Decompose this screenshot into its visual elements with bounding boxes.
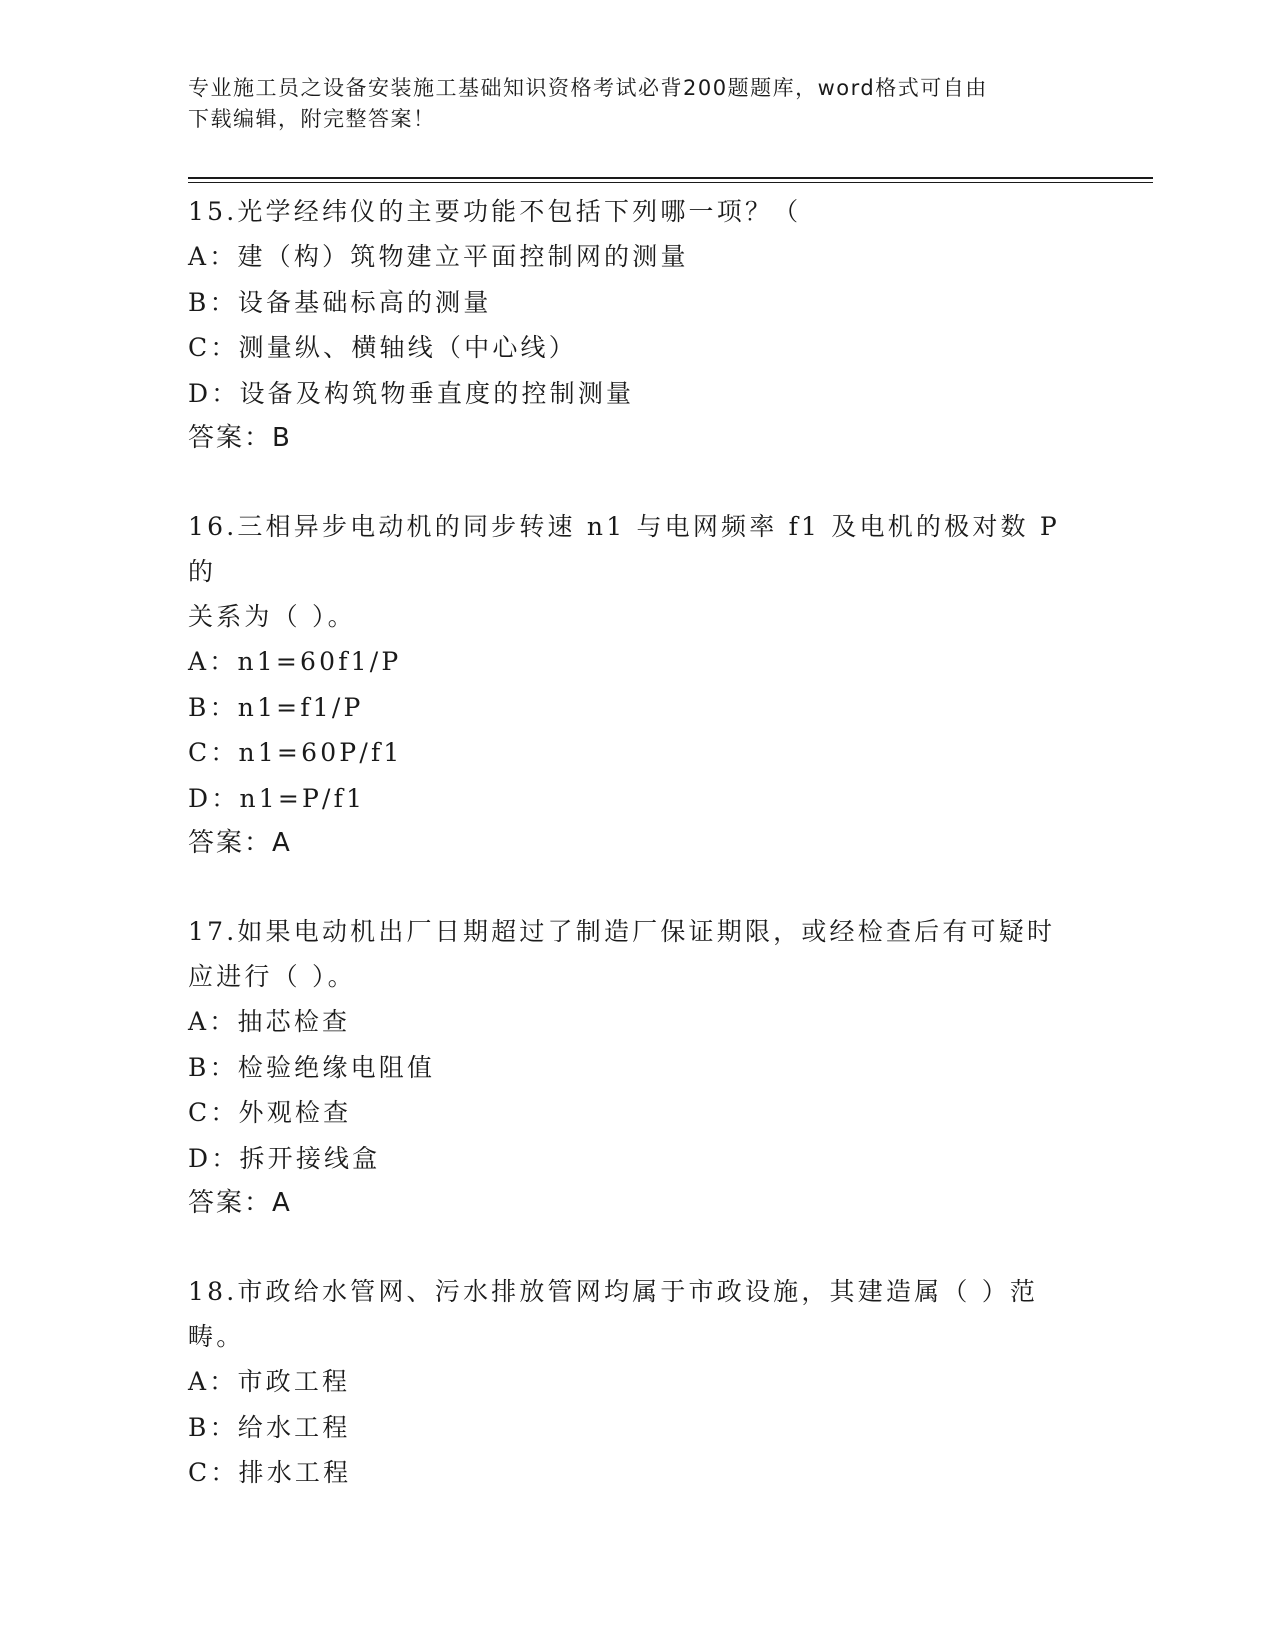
option-d: D：拆开接线盒 xyxy=(188,1143,381,1173)
option-b: B：n1=f1/P xyxy=(188,692,364,722)
document-header xyxy=(188,73,1068,135)
option-a: A：n1=60f1/P xyxy=(188,647,402,676)
answer: 答案：A xyxy=(188,828,292,858)
question-gap xyxy=(188,866,1088,909)
question-gap xyxy=(188,1226,1088,1269)
question-gap xyxy=(188,461,1088,504)
answer: 答案：A xyxy=(188,1188,292,1218)
answer: 答案：B xyxy=(188,423,292,453)
option-a: A：市政工程 xyxy=(188,1367,351,1396)
option-d: D：设备及构筑物垂直度的控制测量 xyxy=(188,378,635,408)
question-stem: 15.光学经纬仪的主要功能不包括下列哪一项？（ xyxy=(188,197,802,226)
header-line-1: 专业施工员之设备安装施工基础知识资格考试必背200题题库，word格式可自由 xyxy=(188,76,988,100)
option-c: C：排水工程 xyxy=(188,1458,352,1487)
question-stem-continued: 应进行（ ）。 xyxy=(188,962,356,991)
question-17 xyxy=(188,909,1088,1226)
question-18 xyxy=(188,1269,1088,1496)
question-stem-continued: 关系为（ ）。 xyxy=(188,602,356,631)
option-c: C：外观检查 xyxy=(188,1098,352,1127)
header-line-2: 下载编辑，附完整答案！ xyxy=(188,107,436,131)
question-list xyxy=(188,189,1088,1496)
question-stem: 17.如果电动机出厂日期超过了制造厂保证期限，或经检查后有可疑时 xyxy=(188,917,1056,946)
question-15 xyxy=(188,189,1088,461)
question-stem-continued: 畴。 xyxy=(188,1322,245,1351)
option-a: A：建（构）筑物建立平面控制网的测量 xyxy=(188,242,689,271)
header-divider-thick xyxy=(188,177,1153,179)
option-b: B：给水工程 xyxy=(188,1412,351,1442)
option-d: D：n1=P/f1 xyxy=(188,783,366,813)
header-divider-thin xyxy=(188,182,1153,183)
option-a: A：抽芯检查 xyxy=(188,1007,351,1036)
option-c: C：测量纵、横轴线（中心线） xyxy=(188,333,577,362)
question-16 xyxy=(188,504,1088,866)
option-b: B：检验绝缘电阻值 xyxy=(188,1052,436,1082)
question-stem: 18.市政给水管网、污水排放管网均属于市政设施，其建造属（ ）范 xyxy=(188,1277,1039,1306)
option-b: B：设备基础标高的测量 xyxy=(188,287,492,317)
question-stem: 16.三相异步电动机的同步转速 n1 与电网频率 f1 及电机的极对数 P 的 xyxy=(188,512,1060,586)
option-c: C：n1=60P/f1 xyxy=(188,738,403,767)
